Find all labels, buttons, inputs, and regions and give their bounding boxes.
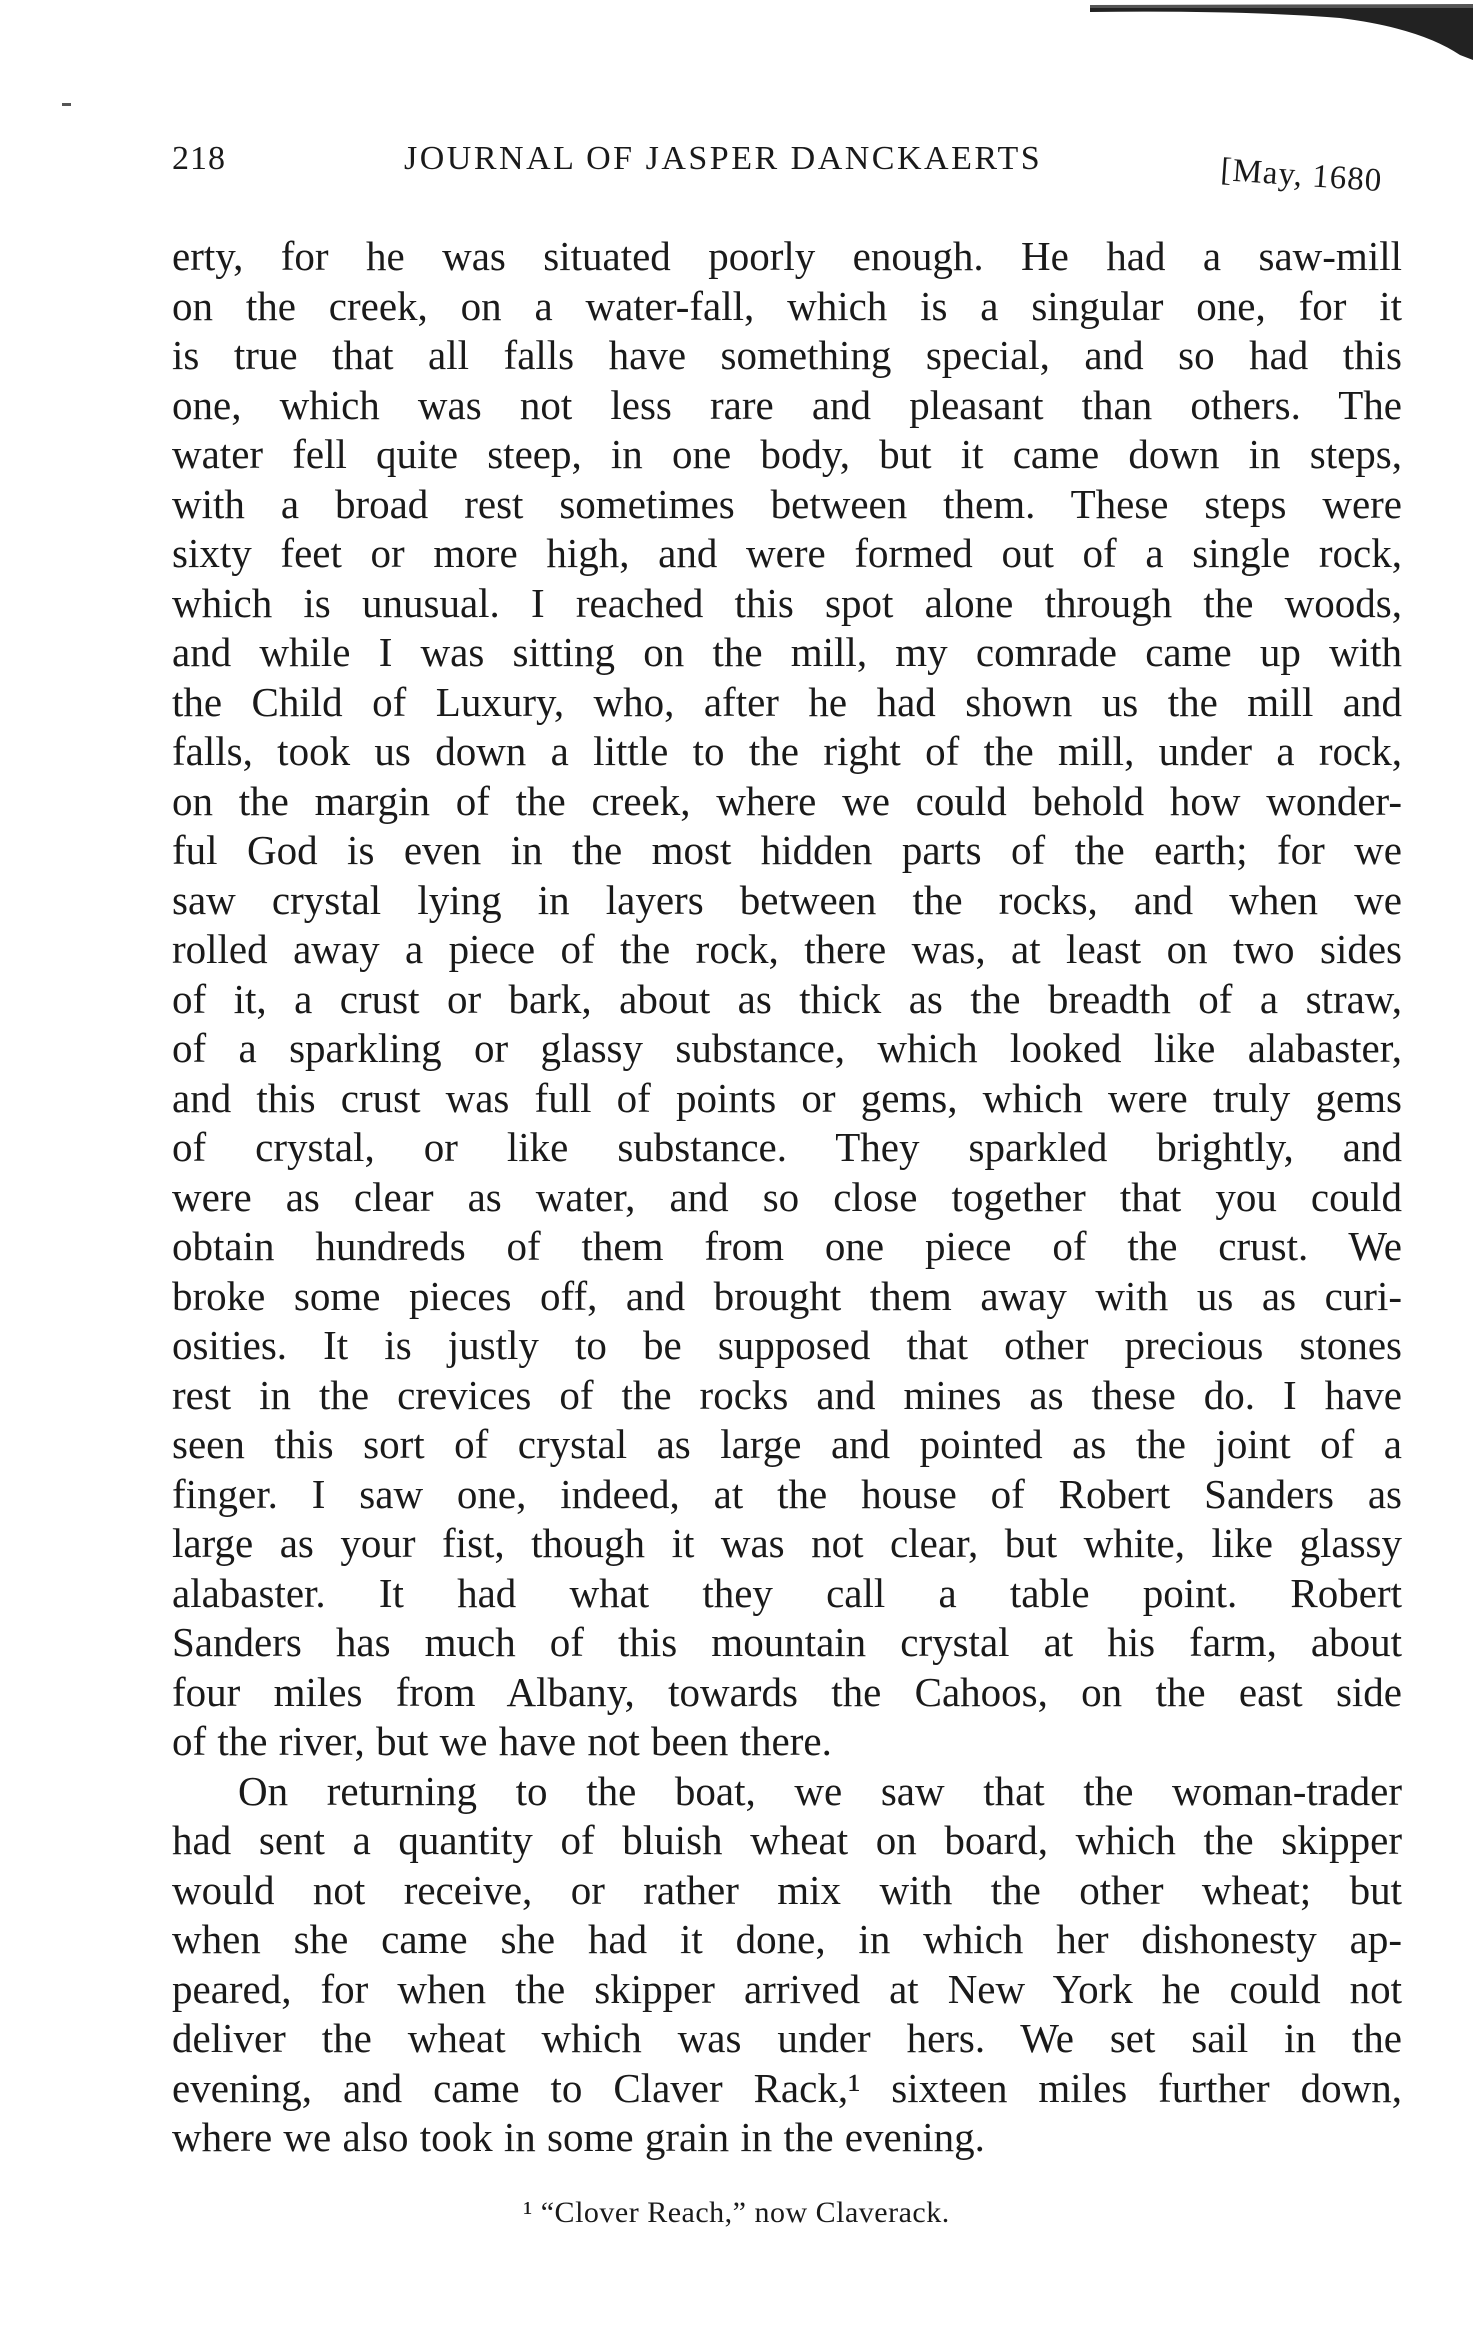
paragraph [172, 232, 1402, 1767]
text-line: saw crystal lying in layers between the rocks, and when we [172, 876, 1402, 923]
text-line: of a sparkling or glassy substance, which looked like alabaster, [172, 1025, 1402, 1071]
margin-mark [62, 103, 71, 106]
text-line: on the creek, on a water-fall, which is a singular one, for it [172, 282, 1402, 329]
text-line: would not receive, or rather mix with the other wheat; but [172, 1866, 1402, 1913]
text-line: Sanders has much of this mountain crystal at his farm, about [172, 1619, 1402, 1665]
running-title: JOURNAL OF JASPER DANCKAERTS [404, 140, 1043, 177]
text-line: rest in the crevices of the rocks and mines as these do. I have [172, 1371, 1402, 1418]
text-line: finger. I saw one, indeed, at the house of Robert Sanders as [172, 1470, 1402, 1517]
text-line: is true that all falls have something special, and so had this [172, 332, 1402, 378]
text-line: alabaster. It had what they call a table point. Robert [172, 1569, 1402, 1616]
text-line: of the river, but we have not been there. [172, 1718, 832, 1764]
running-date: [May, 1680 [1219, 152, 1384, 200]
text-line: on the margin of the creek, where we could behold how wonder- [172, 777, 1402, 824]
footnote: ¹ “Clover Reach,” now Claverack. [523, 2196, 950, 2229]
text-line: were as clear as water, and so close together that you could [172, 1173, 1402, 1220]
text-line: where we also took in some grain in the evening. [172, 2114, 985, 2160]
running-head [172, 140, 1402, 220]
text-line: and while I was sitting on the mill, my comrade came up with [172, 629, 1402, 675]
text-line: On returning to the boat, we saw that the woman-trader [238, 1767, 1402, 1814]
text-line: which is unusual. I reached this spot alone through the woods, [172, 579, 1402, 626]
text-line: and this crust was full of points or gems, which were truly gems [172, 1074, 1402, 1121]
text-line: rolled away a piece of the rock, there was, at least on two sides [172, 926, 1402, 972]
text-line: of crystal, or like substance. They sparkled brightly, and [172, 1124, 1402, 1170]
text-line: with a broad rest sometimes between them. These steps were [172, 480, 1402, 527]
text-line: large as your fist, though it was not clear, but white, like glassy [172, 1520, 1402, 1566]
text-line: when she came she had it done, in which her dishonesty ap- [172, 1916, 1402, 1962]
text-line: the Child of Luxury, who, after he had shown us the mill and [172, 678, 1402, 725]
text-line: peared, for when the skipper arrived at New York he could not [172, 1965, 1402, 2012]
text-line: had sent a quantity of bluish wheat on board, which the skipper [172, 1817, 1402, 1863]
text-line: ful God is even in the most hidden parts of the earth; for we [172, 827, 1402, 873]
text-line: broke some pieces off, and brought them away with us as curi- [172, 1272, 1402, 1319]
paragraph [172, 1767, 1402, 2163]
text-line: obtain hundreds of them from one piece of the crust. We [172, 1223, 1402, 1269]
text-line: of it, a crust or bark, about as thick as the breadth of a straw, [172, 975, 1402, 1022]
text-line: erty, for he was situated poorly enough. He had a saw-mill [172, 233, 1402, 279]
text-line: sixty feet or more high, and were formed out of a single rock, [172, 530, 1402, 576]
text-line: seen this sort of crystal as large and pointed as the joint of a [172, 1421, 1402, 1467]
text-line: falls, took us down a little to the right of the mill, under a rock, [172, 728, 1402, 774]
text-line: evening, and came to Claver Rack,¹ sixteen miles further down, [172, 2064, 1402, 2111]
page-number: 218 [172, 140, 226, 177]
text-line: deliver the wheat which was under hers. We set sail in the [172, 2015, 1402, 2061]
text-line: one, which was not less rare and pleasant than others. The [172, 381, 1402, 428]
text-line: osities. It is justly to be supposed that other precious stones [172, 1322, 1402, 1368]
text-line: water fell quite steep, in one body, but it came down in steps, [172, 431, 1402, 477]
body-text [172, 232, 1402, 2163]
text-line: four miles from Albany, towards the Cahoos, on the east side [172, 1668, 1402, 1715]
page-edge-shadow [1090, 0, 1473, 70]
